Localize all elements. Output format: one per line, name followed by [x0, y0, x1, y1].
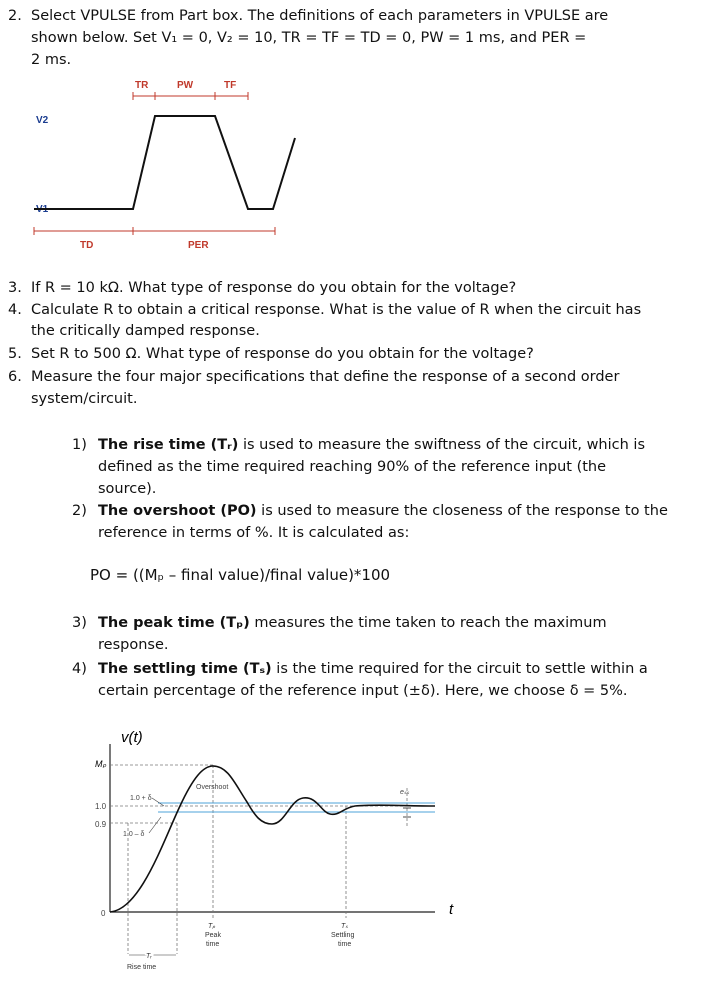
y-axis-label: v(t)	[121, 729, 143, 746]
spec-number: 3)	[72, 615, 87, 631]
x-axis-label: t	[449, 901, 454, 918]
ts-name-2: time	[338, 941, 352, 948]
tp-name-2: time	[206, 941, 220, 948]
step-response-plot	[85, 722, 475, 984]
tr-name: Rise time	[127, 964, 157, 971]
spec-3-line-2: response.	[98, 637, 169, 653]
tick-0-9: 0.9	[95, 820, 107, 829]
item-number: 4.	[8, 302, 22, 318]
spec-text: is used to measure the closeness of the response to the	[256, 503, 668, 519]
v1-label: V1	[36, 204, 49, 215]
band-upper-label: 1.0 + δ	[130, 795, 152, 802]
spec-text: measures the time taken to reach the maximum	[249, 615, 607, 631]
spec-text: is used to measure the swiftness of the circuit, which is	[238, 437, 646, 453]
spec-4-line-2: certain percentage of the reference input (±δ). Here, we choose δ = 5%.	[98, 683, 628, 699]
spec-1-line-2: defined as the time required reaching 90% of the reference input (the	[98, 459, 607, 475]
item-2-line-3: 2 ms.	[31, 52, 72, 68]
ess-label: eₛₛ	[400, 789, 410, 796]
item-number: 2.	[8, 8, 22, 24]
tp-name-1: Peak	[205, 932, 221, 939]
spec-4-line-1	[98, 660, 648, 678]
item-5-line-1: Set R to 500 Ω. What type of response do you obtain for the voltage?	[31, 346, 534, 362]
item-2-line-2: shown below. Set V₁ = 0, V₂ = 10, TR = TF = TD = 0, PW = 1 ms, and PER =	[31, 30, 587, 46]
item-number: 3.	[8, 280, 22, 296]
pw-label: PW	[177, 80, 194, 91]
spec-2-line-2: reference in terms of %. It is calculated as:	[98, 525, 410, 541]
tp-symbol: Tₚ	[208, 923, 216, 930]
vpulse-diagram	[30, 76, 300, 256]
spec-text: is the time required for the circuit to settle within a	[271, 661, 648, 677]
item-3-line-1: If R = 10 kΩ. What type of response do you obtain for the voltage?	[31, 280, 517, 296]
tf-label: TF	[224, 80, 237, 91]
item-number: 5.	[8, 346, 22, 362]
spec-term: The peak time (Tₚ)	[98, 615, 250, 631]
item-4-line-2: the critically damped response.	[31, 323, 260, 339]
item-2-line-1: Select VPULSE from Part box. The definitions of each parameters in VPULSE are	[31, 8, 609, 24]
spec-3-line-1	[98, 614, 607, 632]
spec-number: 2)	[72, 503, 87, 519]
mp-label: Mₚ	[95, 759, 107, 769]
td-label: TD	[80, 240, 94, 251]
tick-0: 0	[101, 909, 106, 918]
tr-label: TR	[135, 80, 149, 91]
item-6-line-2: system/circuit.	[31, 391, 138, 407]
ts-name-1: Settling	[331, 932, 355, 939]
item-4-line-1: Calculate R to obtain a critical response. What is the value of R when the circuit has	[31, 302, 642, 318]
tr-symbol: Tᵣ	[146, 953, 152, 960]
per-label: PER	[188, 240, 209, 251]
overshoot-formula: PO = ((Mₚ – final value)/final value)*100	[90, 566, 391, 584]
spec-number: 4)	[72, 661, 87, 677]
ts-symbol: Tₛ	[341, 923, 348, 930]
spec-1-line-1	[98, 436, 645, 454]
spec-2-line-1	[98, 502, 668, 520]
pulse-waveform	[34, 116, 295, 209]
spec-1-line-3: source).	[98, 481, 157, 497]
overshoot-label: Overshoot	[196, 784, 229, 791]
item-number: 6.	[8, 369, 22, 385]
spec-term: The rise time (Tᵣ)	[98, 437, 239, 453]
spec-term: The overshoot (PO)	[98, 503, 257, 519]
v2-label: V2	[36, 115, 49, 126]
spec-term: The settling time (Tₛ)	[98, 661, 272, 677]
tick-1-0: 1.0	[95, 802, 107, 811]
item-6-line-1: Measure the four major specifications that define the response of a second order	[31, 369, 620, 385]
spec-number: 1)	[72, 437, 87, 453]
response-curve	[110, 766, 435, 912]
band-lower-label: 1.0 – δ	[123, 831, 145, 838]
